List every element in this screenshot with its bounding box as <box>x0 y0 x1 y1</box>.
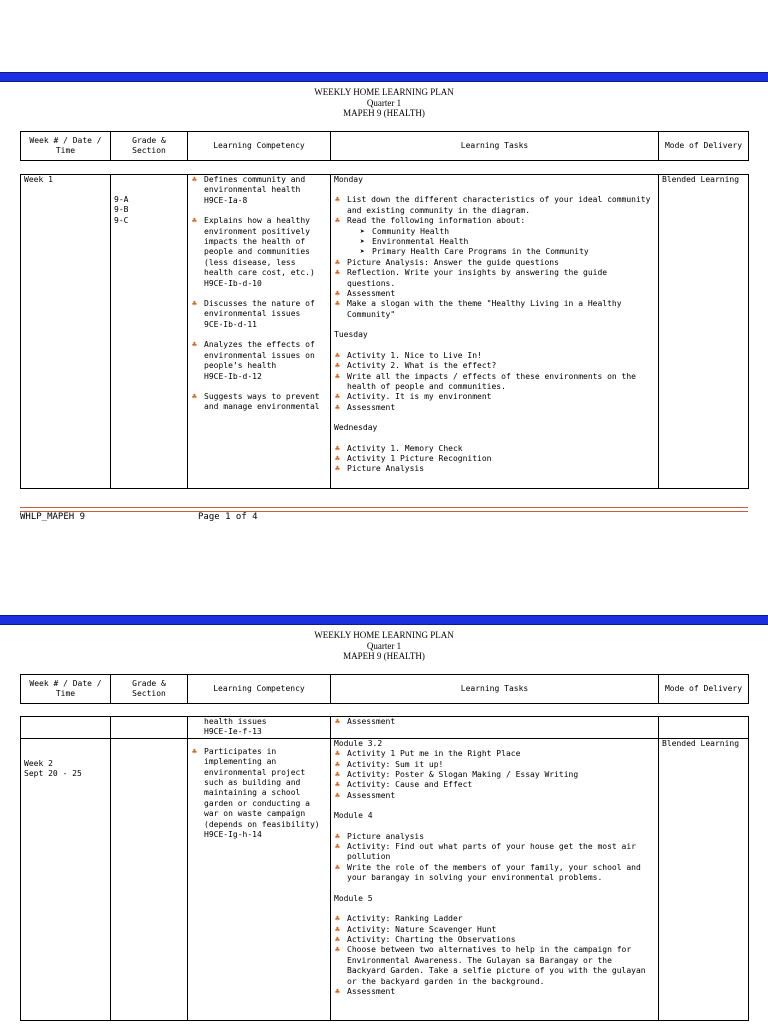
bullet-icon: ♣ <box>335 842 340 852</box>
bullet-icon: ♣ <box>335 289 340 299</box>
plan-table-page1 <box>20 174 749 489</box>
day-label: Wednesday <box>334 423 378 433</box>
bullet-icon: ♣ <box>335 759 340 769</box>
task-item: ♣ Activity: Ranking Ladder <box>335 914 463 924</box>
module-label: Module 5 <box>334 893 373 903</box>
col-grade: Grade & Section <box>111 675 188 704</box>
section-item: 9-C <box>114 215 129 225</box>
bullet-icon: ♣ <box>335 464 340 474</box>
competency-code: H9CE-Ie-f-13 <box>204 727 262 737</box>
module-label: Module 3.2 <box>334 738 383 748</box>
plan-heading-page2 <box>0 630 768 662</box>
col-week: Week # / Date / Time <box>21 675 111 704</box>
competency-item: ♣ Explains how a healthy environment positively impacts the health of people and communities (less disease, less health care cost, etc.) H9CE-Ib-d-10 <box>192 216 315 288</box>
task-item: ♣ Activity: Cause and Effect <box>335 780 473 790</box>
task-item: ♣ Make a slogan with the theme "Healthy Living in a Healthy Community" <box>335 299 622 319</box>
mode-label: Blended Learning <box>662 175 740 184</box>
mode-cell <box>659 738 749 1020</box>
arrow-icon: ➤ <box>360 226 365 236</box>
column-header-table-page1 <box>20 131 749 161</box>
task-item: ♣ Activity: Find out what parts of your house get the most air pollution <box>335 842 636 862</box>
task-item: ♣ List down the different characteristics of your ideal community and existing community in the diagram. <box>335 195 651 215</box>
col-week: Week # / Date / Time <box>21 132 111 161</box>
competency-item: ♣ Discusses the nature of environmental issues 9CE-Ib-d-11 <box>192 299 315 329</box>
bullet-icon: ♣ <box>335 268 340 278</box>
bullet-icon: ♣ <box>192 175 197 184</box>
task-item: ♣ Assessment <box>335 986 396 996</box>
task-item: ♣ Activity: Poster & Slogan Making / Essay Writing <box>335 770 579 780</box>
footer-left: WHLP_MAPEH 9 <box>20 512 86 522</box>
top-rule-page2 <box>0 615 768 625</box>
mode-cell <box>659 175 749 489</box>
footer-rule <box>20 507 748 512</box>
bullet-icon: ♣ <box>335 717 340 726</box>
week-label: Week 2 <box>24 758 53 768</box>
bullet-icon: ♣ <box>335 914 340 924</box>
task-item: ♣ Picture Analysis <box>335 464 425 474</box>
arrow-icon: ➤ <box>360 237 365 247</box>
bullet-icon: ♣ <box>335 453 340 463</box>
bullet-icon: ♣ <box>335 350 340 360</box>
col-grade: Grade & Section <box>111 132 188 161</box>
tasks-cell <box>331 717 659 739</box>
bullet-icon: ♣ <box>335 749 340 759</box>
top-rule-page1 <box>0 72 768 82</box>
week-cell <box>21 738 111 1020</box>
sub-item: ➤ Environmental Health <box>360 237 469 247</box>
bullet-icon: ♣ <box>335 216 340 226</box>
mode-label: Blended Learning <box>662 738 740 748</box>
plan-subject: MAPEH 9 (HEALTH) <box>343 108 425 118</box>
bullet-icon: ♣ <box>335 770 340 780</box>
bullet-icon: ♣ <box>335 934 340 944</box>
col-mode: Mode of Delivery <box>659 132 749 161</box>
section-item: 9-A <box>114 195 129 204</box>
bullet-icon: ♣ <box>335 945 340 955</box>
plan-quarter: Quarter 1 <box>366 640 402 651</box>
bullet-icon: ♣ <box>335 790 340 800</box>
plan-title: WEEKLY HOME LEARNING PLAN <box>314 630 454 640</box>
week-dates: Sept 20 - 25 <box>24 769 82 779</box>
task-item: ♣ Read the following information about: <box>335 216 526 226</box>
bullet-icon: ♣ <box>192 746 197 756</box>
tasks-cell <box>331 738 659 1020</box>
bullet-icon: ♣ <box>335 402 340 412</box>
bullet-icon: ♣ <box>335 780 340 790</box>
week-cell <box>21 175 111 489</box>
bullet-icon: ♣ <box>335 924 340 934</box>
task-item: ♣ Activity 1 Put me in the Right Place <box>335 749 521 759</box>
col-mode: Mode of Delivery <box>659 675 749 704</box>
bullet-icon: ♣ <box>335 862 340 872</box>
bullet-icon: ♣ <box>335 392 340 402</box>
task-item: ♣ Picture analysis <box>335 831 425 841</box>
plan-subject: MAPEH 9 (HEALTH) <box>343 651 425 661</box>
table-row <box>21 717 749 739</box>
task-item: ♣ Activity 2. What is the effect? <box>335 361 497 371</box>
section-cell <box>111 175 188 489</box>
sub-item: ➤ Primary Health Care Programs in the Community <box>360 247 589 257</box>
bullet-icon: ♣ <box>335 257 340 267</box>
competency-cell <box>188 175 331 489</box>
bullet-icon: ♣ <box>335 831 340 841</box>
table-row <box>21 738 749 1020</box>
col-tasks: Learning Tasks <box>331 675 659 704</box>
bullet-icon: ♣ <box>192 340 197 350</box>
task-item: ♣ Write the role of the members of your family, your school and your barangay in solving your environmental problems. <box>335 862 641 883</box>
task-item: ♣ Assessment <box>335 289 396 299</box>
col-competency: Learning Competency <box>188 132 331 161</box>
bullet-icon: ♣ <box>335 361 340 371</box>
task-item: ♣ Activity: Sum it up! <box>335 759 444 769</box>
footer-page-number: Page 1 of 4 <box>198 512 258 522</box>
competency-cell <box>188 738 331 1020</box>
plan-title: WEEKLY HOME LEARNING PLAN <box>314 87 454 97</box>
table-row <box>21 175 749 489</box>
competency-item: ♣ Analyzes the effects of environmental issues on people’s health H9CE-Ib-d-12 <box>192 340 315 381</box>
column-header-table-page2 <box>20 674 749 704</box>
sub-item: ➤ Community Health <box>360 226 450 236</box>
plan-quarter: Quarter 1 <box>366 97 402 108</box>
col-tasks: Learning Tasks <box>331 132 659 161</box>
task-item: ♣ Choose between two alternatives to help in the campaign for Environmental Awareness. The Gulayan sa Barangay or the Backyard Garden. Take a selfie picture of you with the gulayan or the backyard garden in the background. <box>335 945 646 986</box>
plan-table-page2 <box>20 716 749 1021</box>
bullet-icon: ♣ <box>335 986 340 996</box>
bullet-icon: ♣ <box>192 299 197 309</box>
competency-item: ♣ Suggests ways to prevent and manage environmental <box>192 391 320 412</box>
competency-item: ♣ Participates in implementing an environmental project such as building and maintaining a school garden or conducting a war on waste campaign (depends on feasibility) H9CE-Ig-h-14 <box>192 746 320 840</box>
bullet-icon: ♣ <box>335 443 340 453</box>
bullet-icon: ♣ <box>192 216 197 226</box>
task-item: ♣ Write all the impacts / effects of these environments on the health of people and communities. <box>335 371 636 391</box>
arrow-icon: ➤ <box>360 247 365 257</box>
week-label: Week 1 <box>24 175 53 184</box>
task-item: ♣ Assessment <box>335 790 396 800</box>
task-item: ♣ Picture Analysis: Answer the guide questions <box>335 257 559 267</box>
competency-cell <box>188 717 331 739</box>
day-label: Tuesday <box>334 330 368 340</box>
task-item: ♣ Activity: Charting the Observations <box>335 934 516 944</box>
competency-continued: health issues <box>204 717 267 726</box>
section-item: 9-B <box>114 205 129 215</box>
task-item: ♣ Assessment <box>335 717 396 726</box>
task-item: ♣ Reflection. Write your insights by answering the guide questions. <box>335 268 608 288</box>
bullet-icon: ♣ <box>192 391 197 401</box>
day-label: Monday <box>334 175 363 184</box>
task-item: ♣ Activity 1 Picture Recognition <box>335 453 492 463</box>
tasks-cell <box>331 175 659 489</box>
plan-heading-page1 <box>0 87 768 119</box>
bullet-icon: ♣ <box>335 195 340 205</box>
bullet-icon: ♣ <box>335 371 340 381</box>
col-competency: Learning Competency <box>188 675 331 704</box>
task-item: ♣ Activity 1. Memory Check <box>335 443 463 453</box>
task-item: ♣ Activity: Nature Scavenger Hunt <box>335 924 497 934</box>
task-item: ♣ Activity. It is my environment <box>335 392 492 402</box>
competency-item: ♣ Defines community and environmental health H9CE-Ia-8 <box>192 175 306 205</box>
task-item: ♣ Assessment <box>335 402 396 412</box>
bullet-icon: ♣ <box>335 299 340 309</box>
task-item: ♣ Activity 1. Nice to Live In! <box>335 350 482 360</box>
module-label: Module 4 <box>334 811 373 821</box>
